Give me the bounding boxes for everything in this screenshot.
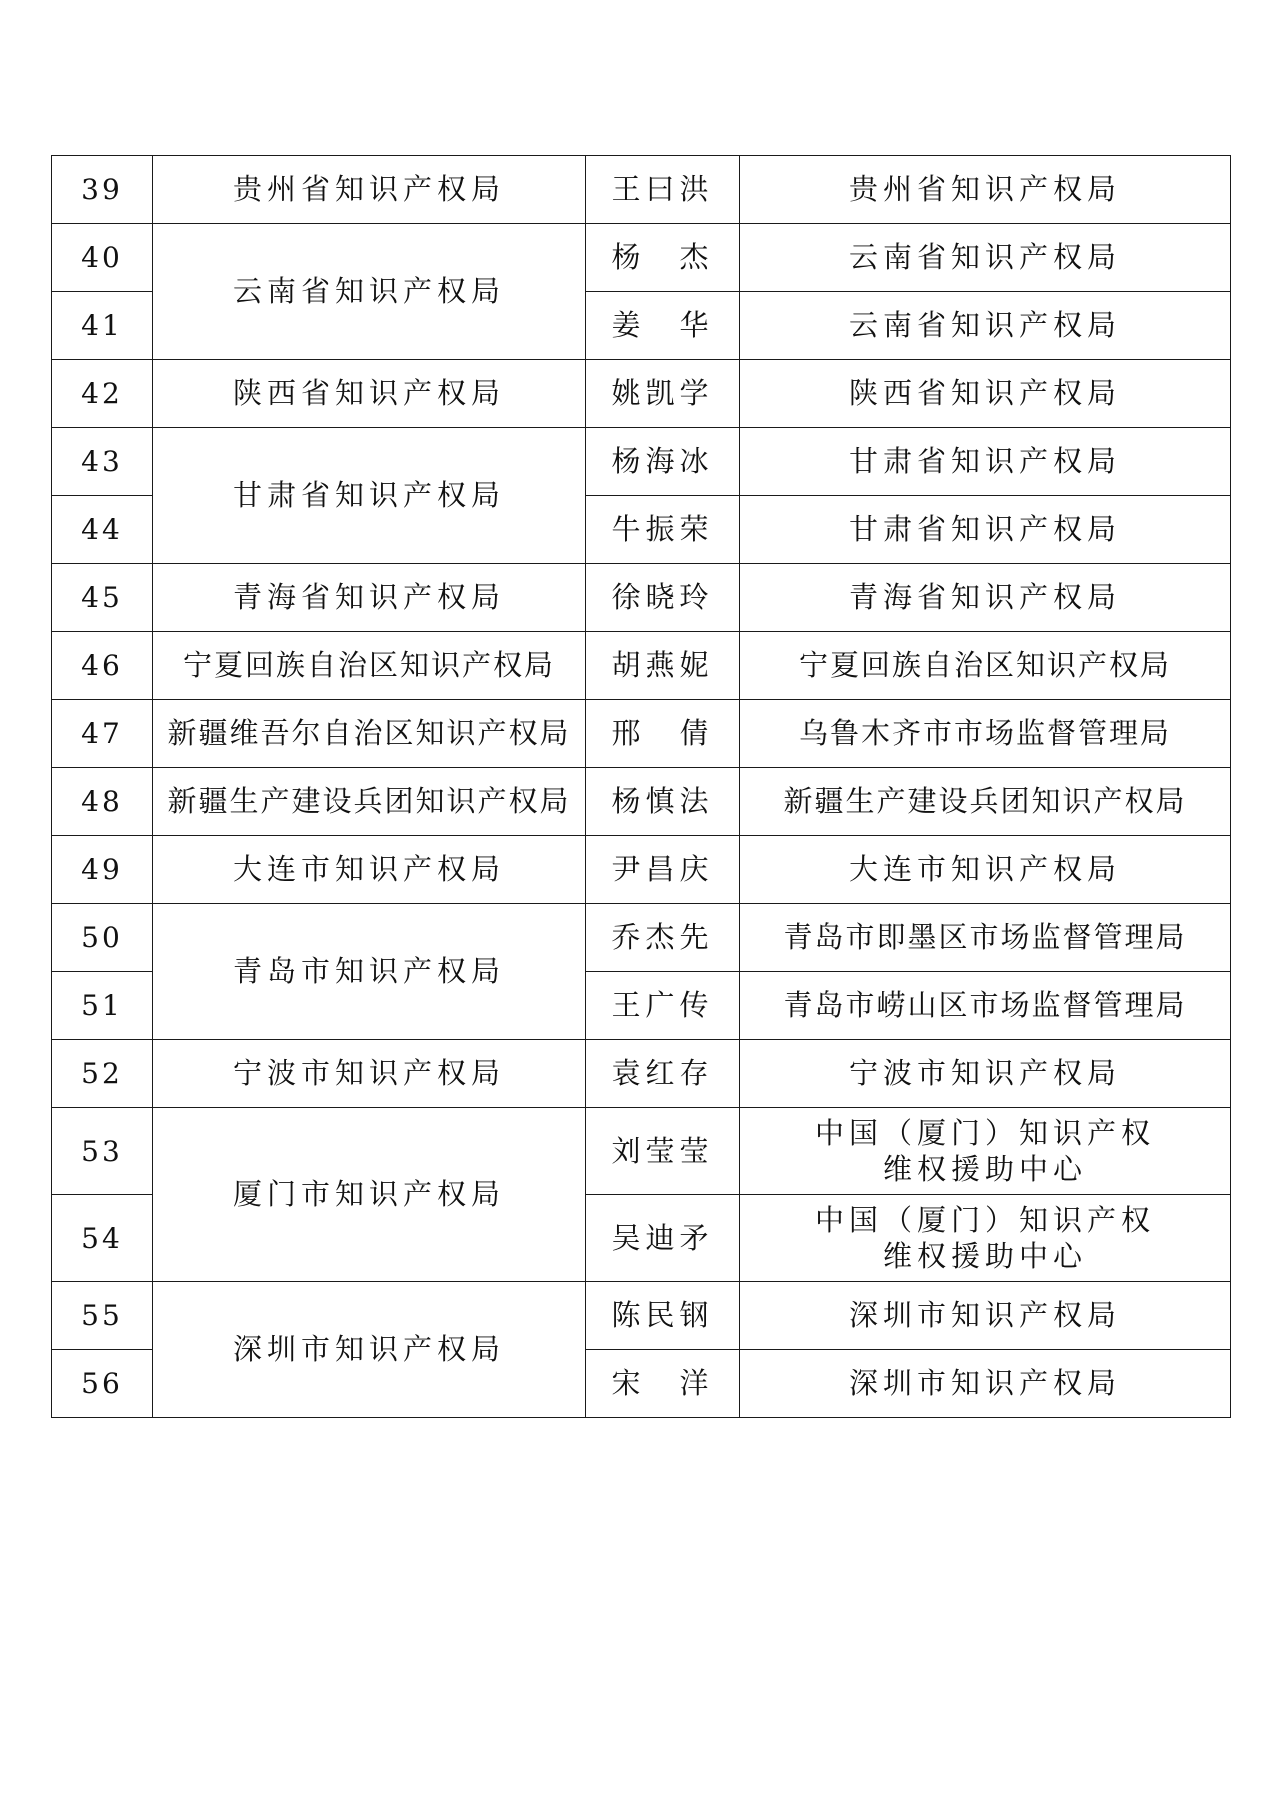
row-number: 54 [52,1195,153,1282]
unit-line: 维权援助中心 [882,1152,1087,1186]
person-name: 姚凯学 [586,360,740,428]
person-name: 杨海冰 [586,428,740,496]
person-name: 杨慎法 [586,768,740,836]
unit-cell: 宁夏回族自治区知识产权局 [740,632,1231,700]
row-number: 51 [52,972,153,1040]
person-name: 尹昌庆 [586,836,740,904]
person-name: 宋 洋 [586,1350,740,1418]
row-number: 53 [52,1108,153,1195]
table-row [52,156,1231,224]
person-name: 邢 倩 [586,700,740,768]
nominee-table [51,155,1231,1418]
org-cell: 深圳市知识产权局 [153,1282,586,1418]
person-name: 陈民钢 [586,1282,740,1350]
person-name: 袁红存 [586,1040,740,1108]
org-cell: 贵州省知识产权局 [153,156,586,224]
table-row [52,1040,1231,1108]
org-cell: 宁夏回族自治区知识产权局 [153,632,586,700]
unit-cell: 深圳市知识产权局 [740,1350,1231,1418]
org-cell: 宁波市知识产权局 [153,1040,586,1108]
row-number: 39 [52,156,153,224]
person-name: 胡燕妮 [586,632,740,700]
row-number: 42 [52,360,153,428]
row-number: 52 [52,1040,153,1108]
person-name: 徐晓玲 [586,564,740,632]
org-cell: 云南省知识产权局 [153,224,586,360]
person-name: 牛振荣 [586,496,740,564]
person-name: 吴迪矛 [586,1195,740,1282]
org-cell: 厦门市知识产权局 [153,1108,586,1282]
table-row [52,632,1231,700]
person-name: 姜 华 [586,292,740,360]
unit-cell: 甘肃省知识产权局 [740,428,1231,496]
unit-cell [740,1195,1231,1282]
row-number: 47 [52,700,153,768]
org-cell: 青岛市知识产权局 [153,904,586,1040]
unit-line: 中国（厦门）知识产权 [814,1115,1155,1150]
person-name: 王曰洪 [586,156,740,224]
row-number: 41 [52,292,153,360]
unit-line: 维权援助中心 [882,1239,1087,1273]
row-number: 40 [52,224,153,292]
table-row [52,768,1231,836]
person-name: 乔杰先 [586,904,740,972]
person-name: 刘莹莹 [586,1108,740,1195]
person-name: 王广传 [586,972,740,1040]
org-cell: 新疆维吾尔自治区知识产权局 [153,700,586,768]
row-number: 45 [52,564,153,632]
unit-cell: 青海省知识产权局 [740,564,1231,632]
table-row [52,836,1231,904]
org-cell: 新疆生产建设兵团知识产权局 [153,768,586,836]
table-row [52,360,1231,428]
org-cell: 甘肃省知识产权局 [153,428,586,564]
unit-cell: 乌鲁木齐市市场监督管理局 [740,700,1231,768]
row-number: 49 [52,836,153,904]
unit-line: 中国（厦门）知识产权 [814,1202,1155,1237]
table-row [52,700,1231,768]
row-number: 56 [52,1350,153,1418]
table-row [52,564,1231,632]
row-number: 55 [52,1282,153,1350]
table-row [52,1282,1231,1350]
unit-cell: 云南省知识产权局 [740,224,1231,292]
unit-cell: 陕西省知识产权局 [740,360,1231,428]
org-cell: 大连市知识产权局 [153,836,586,904]
unit-cell: 新疆生产建设兵团知识产权局 [740,768,1231,836]
unit-cell: 大连市知识产权局 [740,836,1231,904]
unit-cell: 贵州省知识产权局 [740,156,1231,224]
row-number: 44 [52,496,153,564]
row-number: 50 [52,904,153,972]
table-row [52,1108,1231,1195]
row-number: 46 [52,632,153,700]
row-number: 48 [52,768,153,836]
unit-cell: 青岛市即墨区市场监督管理局 [740,904,1231,972]
unit-cell [740,1108,1231,1195]
unit-cell: 宁波市知识产权局 [740,1040,1231,1108]
org-cell: 陕西省知识产权局 [153,360,586,428]
unit-cell: 云南省知识产权局 [740,292,1231,360]
unit-cell: 深圳市知识产权局 [740,1282,1231,1350]
table-row [52,428,1231,496]
row-number: 43 [52,428,153,496]
unit-cell: 甘肃省知识产权局 [740,496,1231,564]
table-row [52,224,1231,292]
table-row [52,904,1231,972]
org-cell: 青海省知识产权局 [153,564,586,632]
unit-cell: 青岛市崂山区市场监督管理局 [740,972,1231,1040]
person-name: 杨 杰 [586,224,740,292]
